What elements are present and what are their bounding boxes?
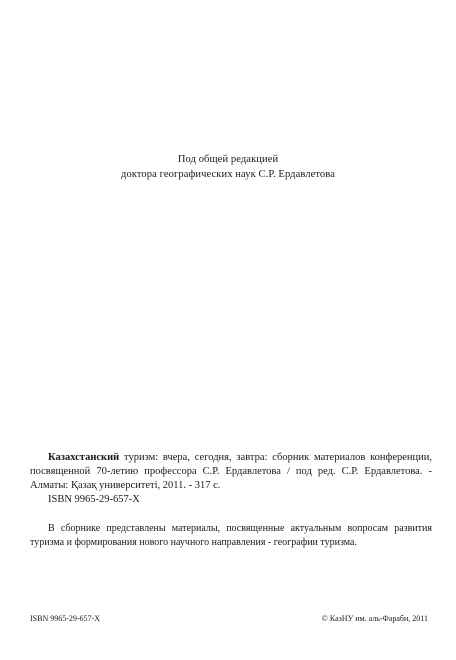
record-description-text: туризм: вчера, сегодня, завтра: сборник материалов конференции, посвященной 70-летию профессора С.Р. Ердавлетова / под ред. С.Р. Ердавлетова. - Алматы: Қазақ университеті, 2011. - 317 с.: [30, 452, 432, 491]
bibliographic-description: [30, 451, 432, 493]
footer-isbn: ISBN 9965-29-657-X: [30, 614, 100, 623]
record-isbn: ISBN 9965-29-657-X: [48, 494, 140, 505]
editor-credit: [0, 152, 456, 182]
editor-line-1: Под общей редакцией: [177, 154, 279, 165]
footer-copyright: © КазНУ им. аль-Фараби, 2011: [321, 614, 428, 623]
annotation-text: В сборнике представлены материалы, посвященные актуальным вопросам развития туризма и формирования нового научного направления - географии туризма.: [30, 523, 432, 548]
record-title-keyword: Казахстанский: [48, 452, 120, 463]
editor-line-2: доктора географических наук С.Р. Ердавлетова: [121, 169, 335, 180]
bibliographic-record: [30, 451, 432, 507]
